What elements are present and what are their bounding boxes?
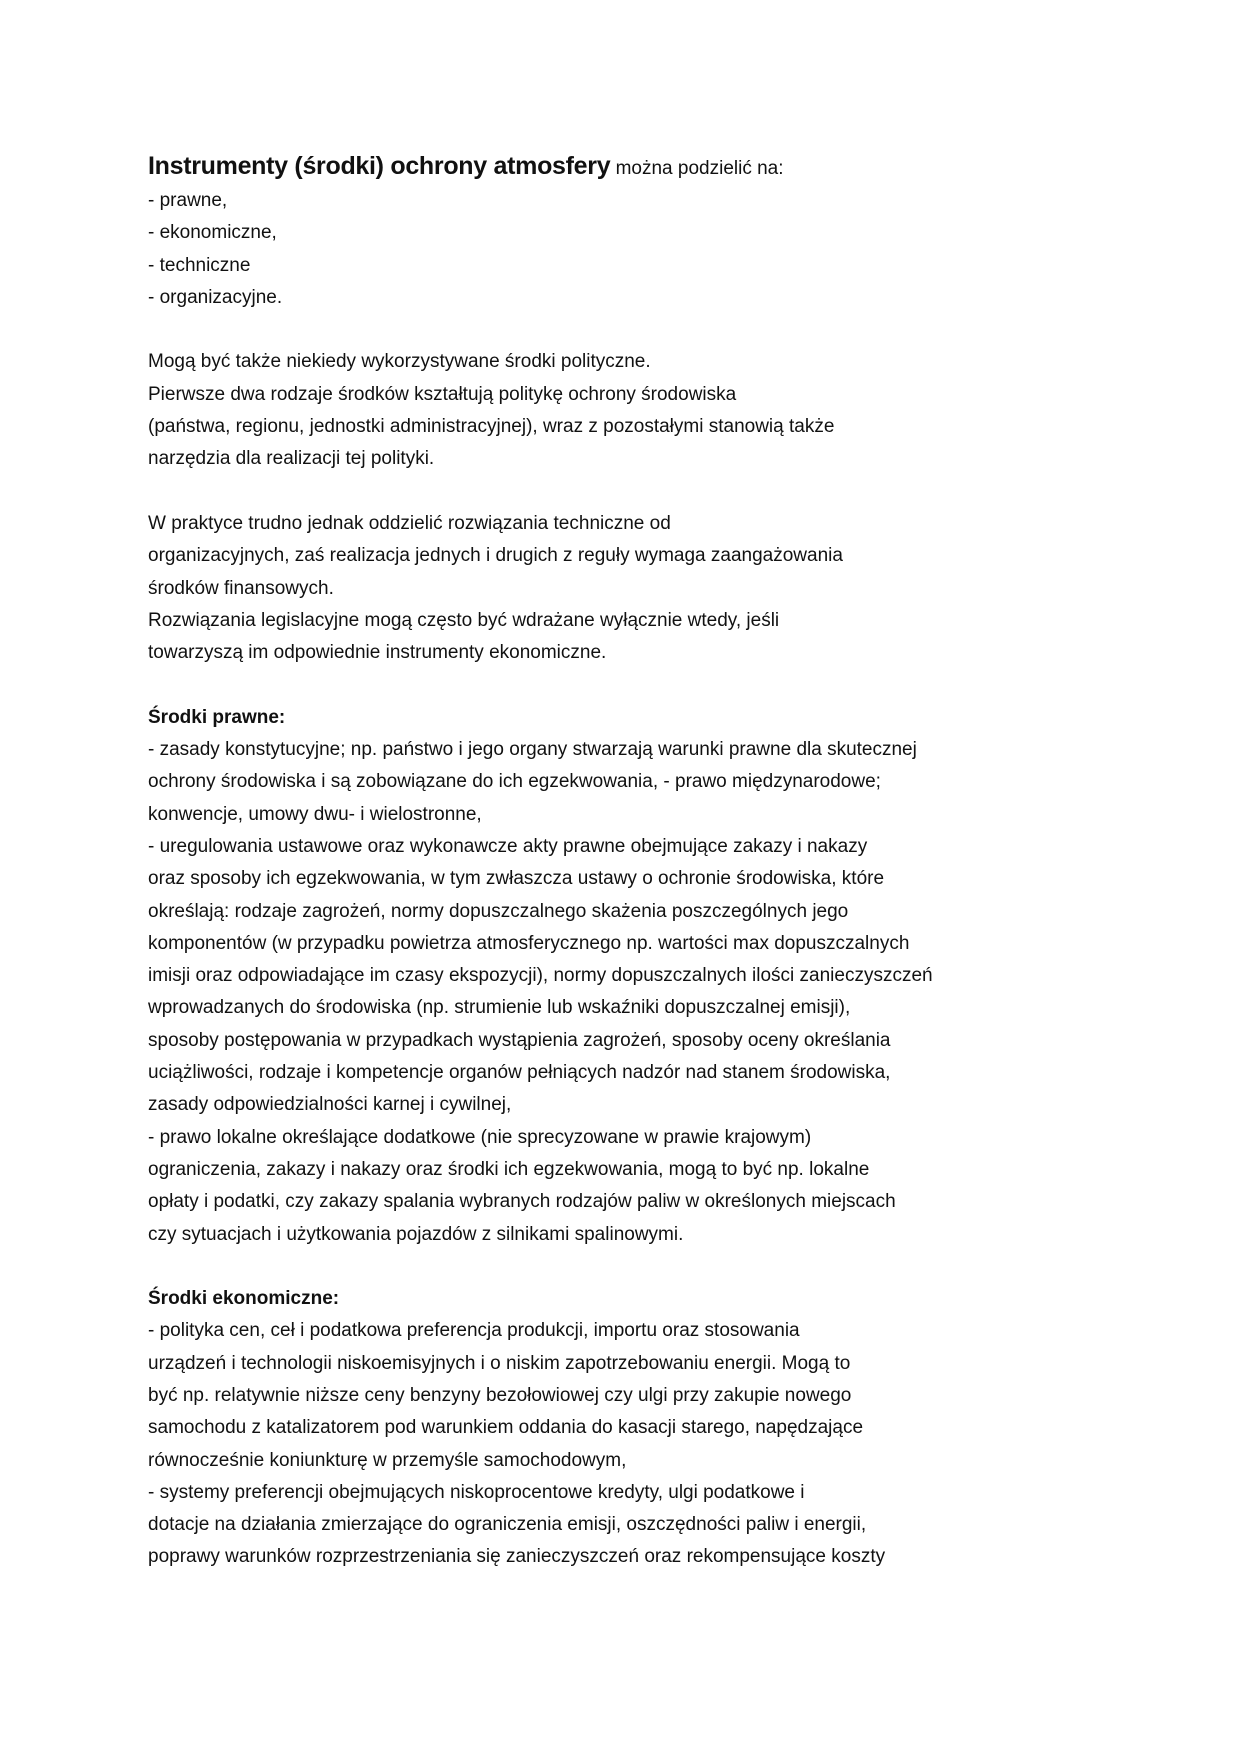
section-line: imisji oraz odpowiadające im czasy ekspozycji), normy dopuszczalnych ilości zanieczyszczeń [148, 965, 933, 987]
section-line: określają: rodzaje zagrożeń, normy dopuszczalnego skażenia poszczególnych jego [148, 900, 849, 922]
section-line: czy sytuacjach i użytkowania pojazdów z silnikami spalinowymi. [148, 1223, 684, 1245]
section-line: samochodu z katalizatorem pod warunkiem oddania do kasacji starego, napędzające [148, 1417, 864, 1439]
section-heading-economic: Środki ekonomiczne: [148, 1288, 340, 1310]
title-bold-text: Instrumenty (środki) ochrony atmosfery [148, 152, 611, 180]
section-line: - polityka cen, ceł i podatkowa preferencja produkcji, importu oraz stosowania [148, 1320, 800, 1342]
paragraph-line: W praktyce trudno jednak oddzielić rozwiązania techniczne od [148, 512, 671, 534]
paragraph-line: organizacyjnych, zaś realizacja jednych i drugich z reguły wymaga zaangażowania [148, 545, 843, 567]
section-line: - uregulowania ustawowe oraz wykonawcze akty prawne obejmujące zakazy i nakazy [148, 835, 868, 857]
document-title [148, 150, 1028, 185]
section-heading-legal: Środki prawne: [148, 706, 286, 728]
intro-list-item: - prawne, [148, 190, 228, 211]
section-line: zasady odpowiedzialności karnej i cywilnej, [148, 1094, 512, 1116]
section-legal [148, 702, 1028, 1251]
section-line: oraz sposoby ich egzekwowania, w tym zwłaszcza ustawy o ochronie środowiska, które [148, 868, 885, 890]
paragraph-gap [148, 669, 1028, 701]
document-body [148, 150, 1028, 1574]
paragraph-1 [148, 346, 1028, 475]
section-line: komponentów (w przypadku powietrza atmosferycznego np. wartości max dopuszczalnych [148, 932, 910, 954]
intro-list [148, 185, 1028, 314]
section-line: - zasady konstytucyjne; np. państwo i jego organy stwarzają warunki prawne dla skutecznej [148, 739, 917, 761]
paragraph-line: (państwa, regionu, jednostki administracyjnej), wraz z pozostałymi stanowią także [148, 416, 835, 438]
section-line: sposoby postępowania w przypadkach wystąpienia zagrożeń, sposoby oceny określania [148, 1029, 891, 1051]
section-line: poprawy warunków rozprzestrzeniania się zanieczyszczeń oraz rekompensujące koszty [148, 1546, 886, 1568]
paragraph-line: narzędzia dla realizacji tej polityki. [148, 448, 435, 470]
section-line: być np. relatywnie niższe ceny benzyny bezołowiowej czy ulgi przy zakupie nowego [148, 1384, 852, 1406]
paragraph-gap [148, 1251, 1028, 1283]
section-line: urządzeń i technologii niskoemisyjnych i o niskim zapotrzebowaniu energii. Mogą to [148, 1352, 851, 1374]
intro-list-item: - organizacyjne. [148, 286, 283, 308]
section-line: równocześnie koniunkturę w przemyśle samochodowym, [148, 1449, 627, 1471]
paragraph-line: towarzyszą im odpowiednie instrumenty ekonomiczne. [148, 642, 607, 664]
intro-list-item: - techniczne [148, 254, 251, 276]
section-line: uciążliwości, rodzaje i kompetencje organów pełniących nadzór nad stanem środowiska, [148, 1062, 891, 1084]
paragraph-line: Pierwsze dwa rodzaje środków kształtują politykę ochrony środowiska [148, 383, 737, 405]
section-line: - systemy preferencji obejmujących niskoprocentowe kredyty, ulgi podatkowe i [148, 1481, 805, 1503]
title-rest-text: można podzielić na: [610, 158, 784, 179]
paragraph-gap [148, 314, 1028, 346]
section-economic [148, 1283, 1028, 1574]
section-line: ochrony środowiska i są zobowiązane do ich egzekwowania, - prawo międzynarodowe; [148, 771, 881, 793]
section-line: ograniczenia, zakazy i nakazy oraz środki ich egzekwowania, mogą to być np. lokalne [148, 1158, 870, 1180]
section-line: wprowadzanych do środowiska (np. strumienie lub wskaźniki dopuszczalnej emisji), [148, 997, 851, 1019]
paragraph-line: Mogą być także niekiedy wykorzystywane środki polityczne. [148, 351, 651, 373]
section-line: dotacje na działania zmierzające do ograniczenia emisji, oszczędności paliw i energii, [148, 1514, 867, 1536]
paragraph-2 [148, 508, 1028, 669]
section-line: konwencje, umowy dwu- i wielostronne, [148, 803, 482, 825]
intro-list-item: - ekonomiczne, [148, 222, 277, 244]
paragraph-line: środków finansowych. [148, 577, 334, 599]
section-line: opłaty i podatki, czy zakazy spalania wybranych rodzajów paliw w określonych miejscach [148, 1191, 896, 1213]
paragraph-line: Rozwiązania legislacyjne mogą często być wdrażane wyłącznie wtedy, jeśli [148, 609, 780, 631]
section-line: - prawo lokalne określające dodatkowe (nie sprecyzowane w prawie krajowym) [148, 1126, 812, 1148]
paragraph-gap [148, 476, 1028, 508]
